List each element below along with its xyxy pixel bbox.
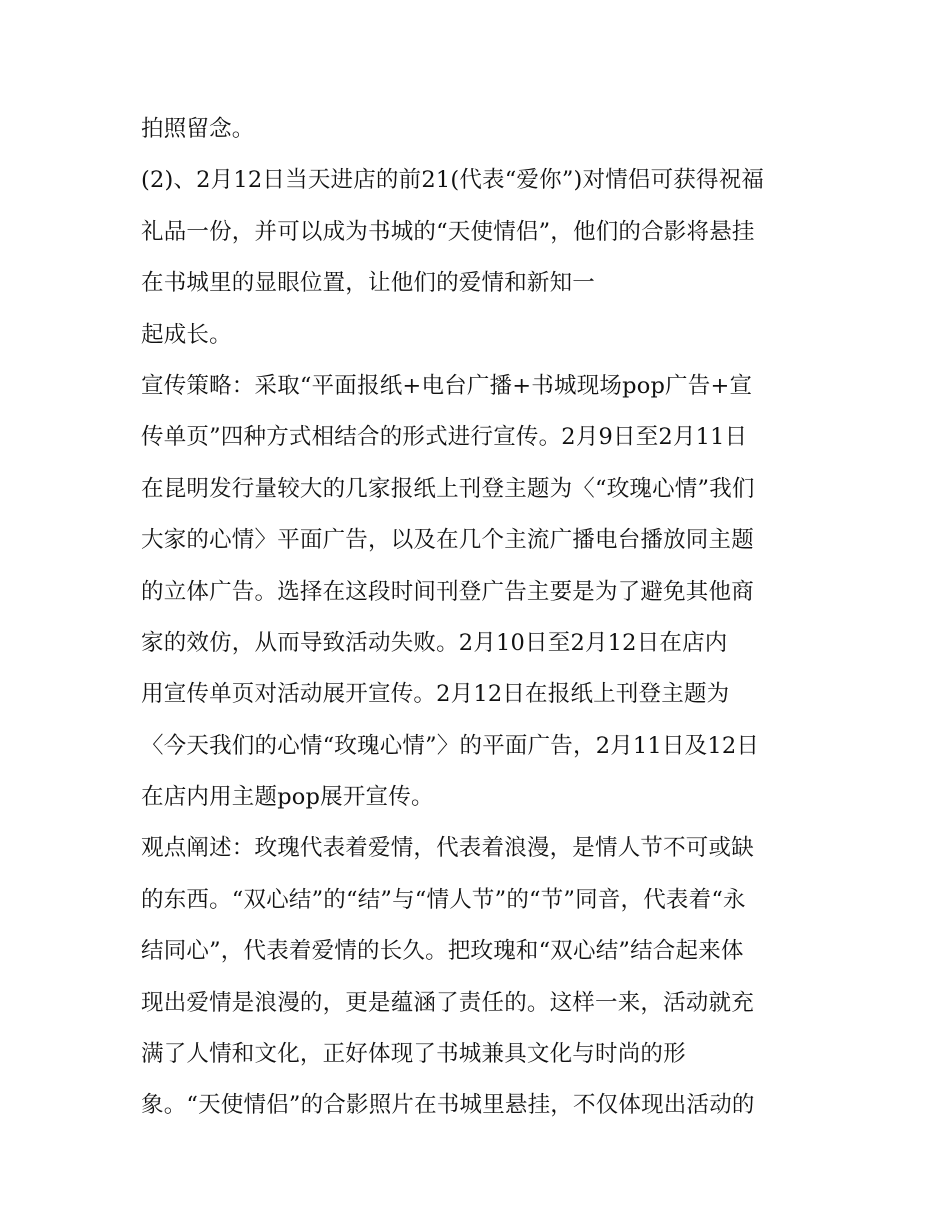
text-line: 用宣传单页对活动展开宣传。2月12日在报纸上刊登主题为: [141, 681, 730, 708]
text-line: 礼品一份，并可以成为书城的“天使情侣”，他们的合影将悬挂: [141, 218, 755, 245]
text-line: 〈今天我们的心情“玫瑰心情”〉的平面广告，2月11日及12日: [141, 732, 760, 759]
text-line: 在昆明发行量较大的几家报纸上刊登主题为〈“玫瑰心情”我们: [141, 475, 755, 502]
text-line: 现出爱情是浪漫的，更是蕴涵了责任的。这样一来，活动就充: [141, 989, 754, 1016]
text-line: 象。“天使情侣”的合影照片在书城里悬挂，不仅体现出活动的: [141, 1092, 755, 1119]
text-line: 拍照留念。: [141, 116, 255, 142]
text-line: 在店内用主题pop展开宣传。: [141, 784, 434, 811]
text-line: 满了人情和文化，正好体现了书城兼具文化与时尚的形: [141, 1041, 686, 1068]
text-line: (2)、2月12日当天进店的前21(代表“爱你”)对情侣可获得祝福: [141, 167, 765, 194]
text-line: 起成长。: [141, 321, 232, 348]
body-text: [141, 109, 821, 1137]
text-line: 大家的心情〉平面广告，以及在几个主流广播电台播放同主题: [141, 527, 754, 554]
text-line: 宣传策略：采取“平面报纸+电台广播+书城现场pop广告+宣: [141, 372, 753, 399]
text-line: 的东西。“双心结”的“结”与“情人节”的“节”同音，代表着“永: [141, 886, 746, 913]
text-line: 在书城里的显眼位置，让他们的爱情和新知一: [141, 270, 596, 297]
text-line: 结同心”，代表着爱情的长久。把玫瑰和“双心结”结合起来体: [141, 938, 744, 965]
text-line: 家的效仿，从而导致活动失败。2月10日至2月12日在店内: [141, 629, 728, 656]
text-line: 的立体广告。选择在这段时间刊登广告主要是为了避免其他商: [141, 578, 754, 605]
text-line: 传单页”四种方式相结合的形式进行宣传。2月9日至2月11日: [141, 424, 748, 451]
text-line: 观点阐述：玫瑰代表着爱情，代表着浪漫，是情人节不可或缺: [141, 835, 754, 862]
